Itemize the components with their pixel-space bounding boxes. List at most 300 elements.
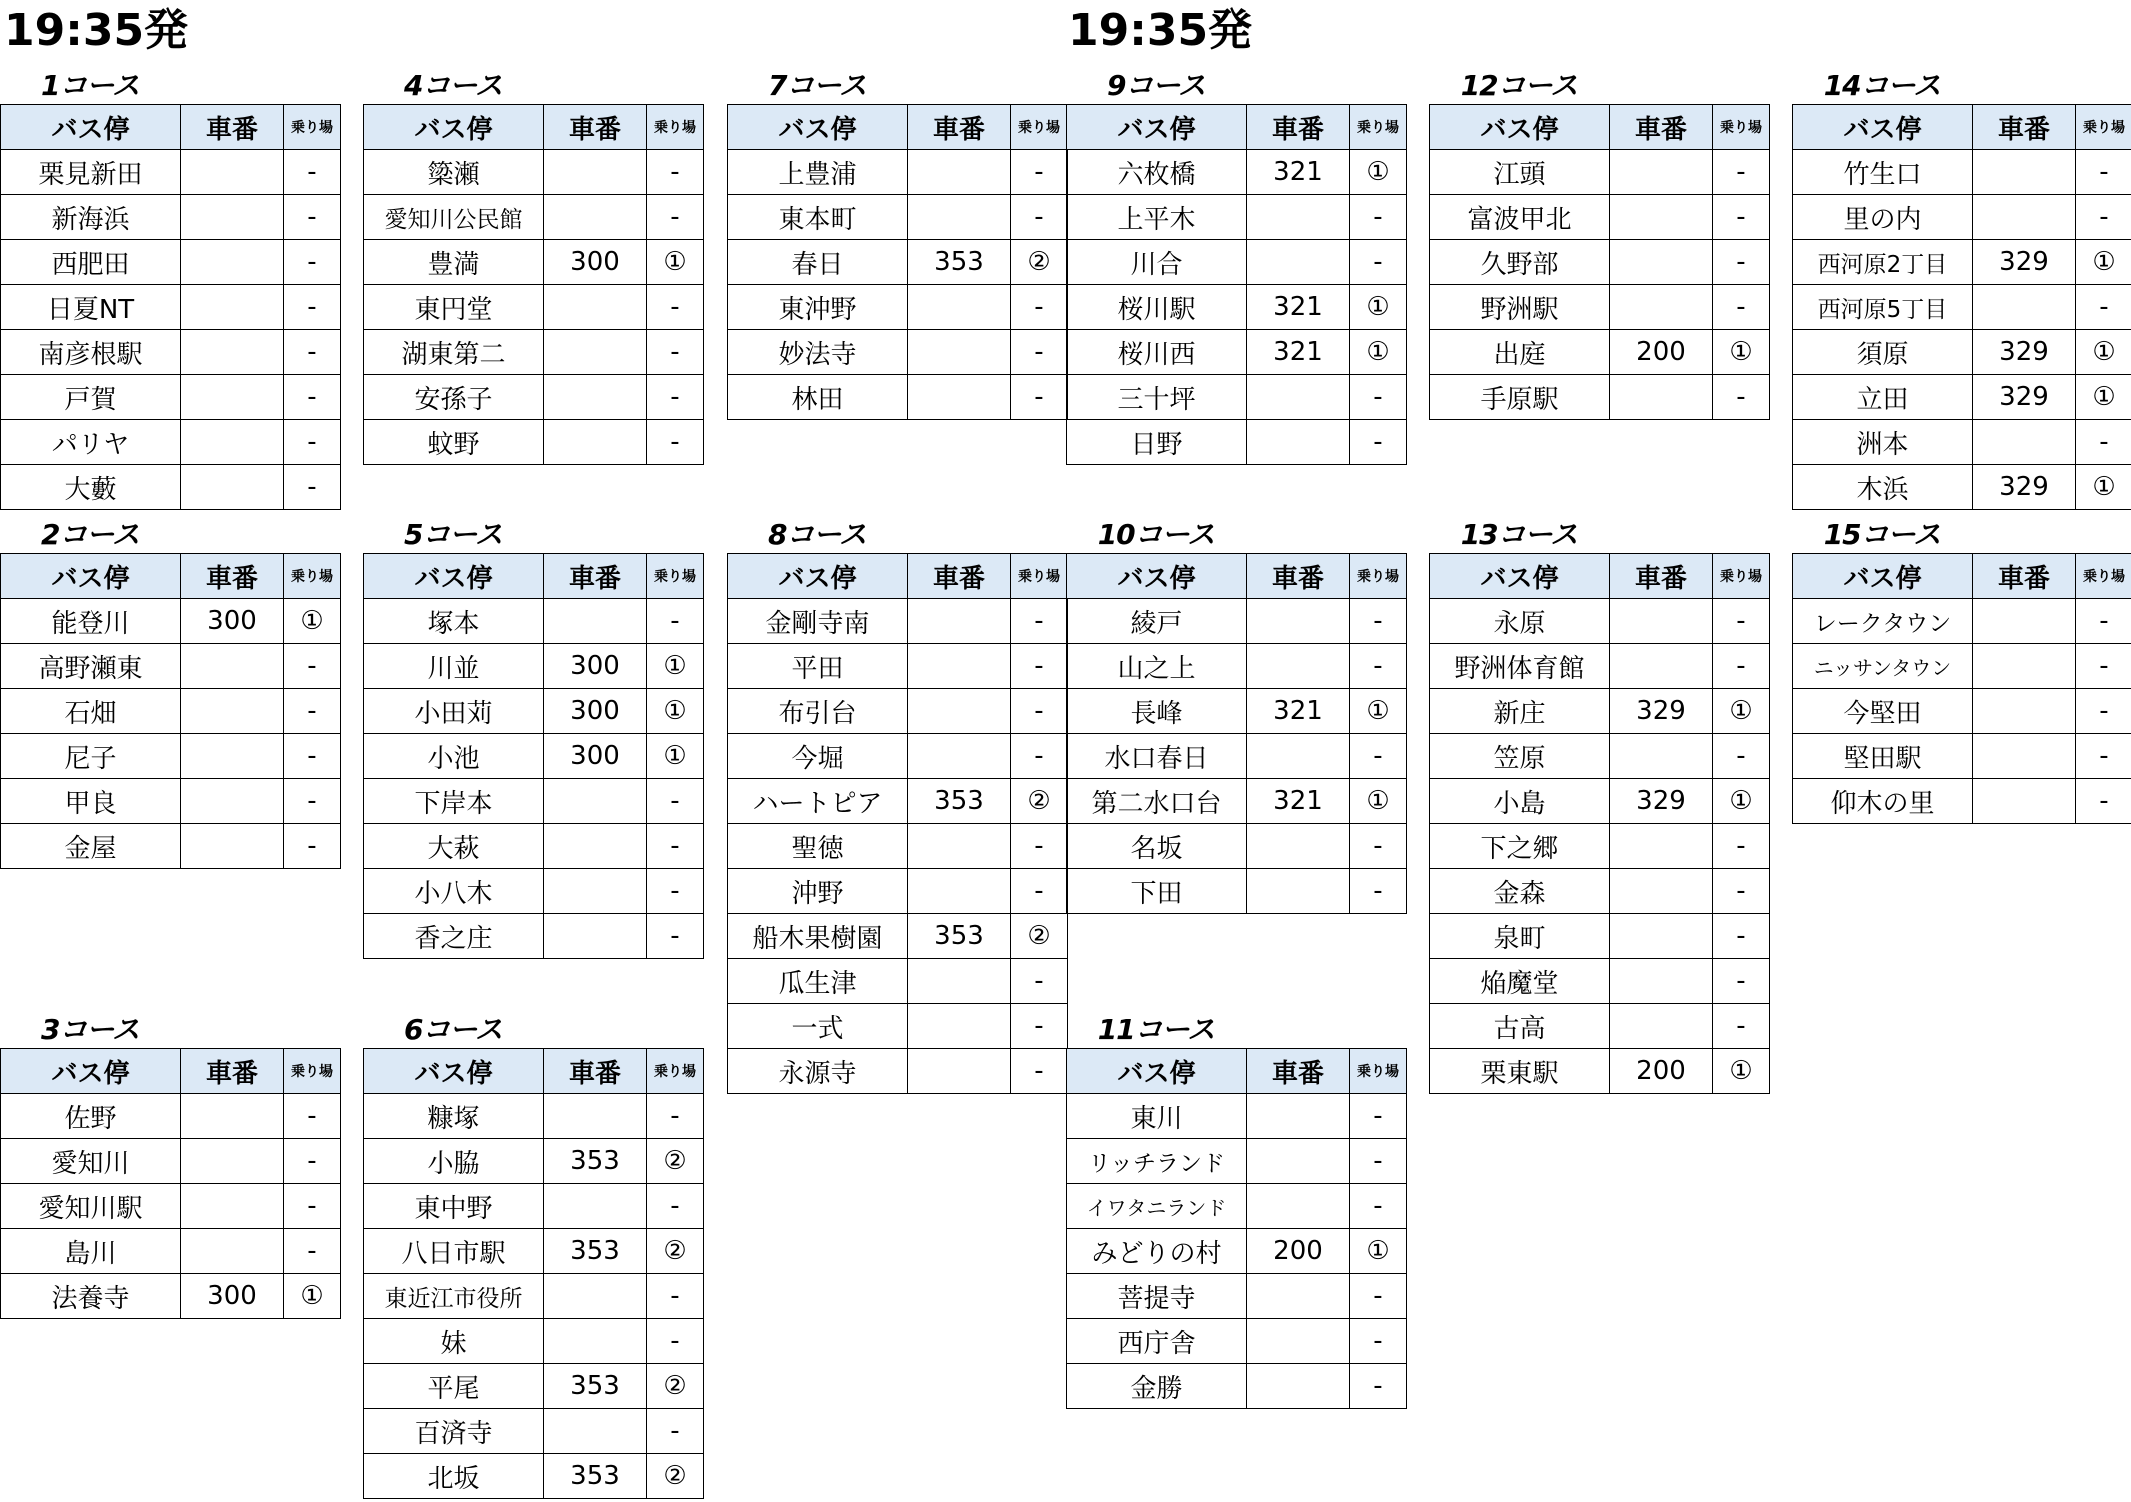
platform-cell: - (1350, 1094, 1407, 1139)
table-row (364, 824, 704, 869)
platform-cell: - (1713, 914, 1770, 959)
table-row (364, 644, 704, 689)
bus-stop-cell: 野洲駅 (1430, 285, 1610, 330)
course-title: 15コース (1823, 518, 1941, 551)
car-number-cell (1610, 1004, 1713, 1049)
platform-cell: - (1011, 1004, 1068, 1049)
car-number-cell (908, 285, 1011, 330)
course-6 (363, 1012, 703, 1499)
table-row (1, 285, 341, 330)
bus-stop-cell: 新庄 (1430, 689, 1610, 734)
bus-stop-cell: 小田苅 (364, 689, 544, 734)
car-number-cell (544, 1184, 647, 1229)
course-table (1792, 104, 2131, 510)
bus-stop-cell: 下之郷 (1430, 824, 1610, 869)
car-number-cell (1247, 599, 1350, 644)
platform-cell: - (647, 914, 704, 959)
bus-stop-cell: 船木果樹園 (728, 914, 908, 959)
car-number-cell (1247, 420, 1350, 465)
car-number-cell (908, 150, 1011, 195)
car-number-cell: 321 (1247, 150, 1350, 195)
platform-cell: - (1350, 599, 1407, 644)
platform-cell: - (284, 465, 341, 510)
bus-stop-cell: 綾戸 (1067, 599, 1247, 644)
platform-cell: - (647, 869, 704, 914)
bus-stop-cell: 豊満 (364, 240, 544, 285)
bus-stop-cell: 愛知川公民館 (364, 195, 544, 240)
bus-stop-cell: 大萩 (364, 824, 544, 869)
header-platform: 乗り場 (1350, 1049, 1407, 1094)
bus-stop-cell: 今堀 (728, 734, 908, 779)
car-number-cell (181, 1094, 284, 1139)
platform-cell: - (1713, 285, 1770, 330)
table-row (1430, 644, 1770, 689)
bus-stop-cell: 永源寺 (728, 1049, 908, 1094)
car-number-cell (1610, 824, 1713, 869)
car-number-cell (908, 195, 1011, 240)
header-stop: バス停 (1, 554, 181, 599)
platform-cell: - (1350, 195, 1407, 240)
bus-stop-cell: 日夏NT (1, 285, 181, 330)
header-row (364, 105, 704, 150)
car-number-cell (908, 959, 1011, 1004)
bus-stop-cell: 東円堂 (364, 285, 544, 330)
car-number-cell: 300 (544, 240, 647, 285)
bus-stop-cell: 高野瀬東 (1, 644, 181, 689)
course-table (363, 1048, 704, 1499)
table-row (728, 240, 1068, 285)
bus-stop-cell: 笠原 (1430, 734, 1610, 779)
car-number-cell (181, 465, 284, 510)
car-number-cell (181, 644, 284, 689)
table-row (1067, 599, 1407, 644)
bus-stop-cell: 北坂 (364, 1454, 544, 1499)
platform-cell: ① (1713, 779, 1770, 824)
bus-stop-cell: 川並 (364, 644, 544, 689)
table-row (1, 330, 341, 375)
platform-cell: - (2076, 195, 2131, 240)
bus-stop-cell: 手原駅 (1430, 375, 1610, 420)
platform-cell: - (284, 1184, 341, 1229)
table-row (1067, 1139, 1407, 1184)
platform-cell: ① (2076, 375, 2131, 420)
car-number-cell (1247, 1184, 1350, 1229)
header-car-number: 車番 (1247, 554, 1350, 599)
table-row (364, 1274, 704, 1319)
bus-stop-cell: 東本町 (728, 195, 908, 240)
table-row (1793, 195, 2131, 240)
bus-stop-cell: 栗東駅 (1430, 1049, 1610, 1094)
table-row (1067, 285, 1407, 330)
bus-stop-cell: 上豊浦 (728, 150, 908, 195)
car-number-cell (908, 734, 1011, 779)
table-row (364, 1139, 704, 1184)
header-row (1067, 554, 1407, 599)
departure-time-left: 19:35発 (4, 5, 189, 56)
bus-stop-cell: 沖野 (728, 869, 908, 914)
table-row (364, 1364, 704, 1409)
course-1 (0, 68, 340, 510)
table-row (364, 1184, 704, 1229)
platform-cell: - (647, 375, 704, 420)
table-row (364, 1409, 704, 1454)
table-row (1793, 599, 2131, 644)
bus-stop-cell: 今堅田 (1793, 689, 1973, 734)
table-row (1067, 330, 1407, 375)
car-number-cell (544, 195, 647, 240)
table-row (364, 1094, 704, 1139)
bus-stop-cell: 春日 (728, 240, 908, 285)
header-stop: バス停 (1430, 105, 1610, 150)
header-stop: バス停 (1067, 1049, 1247, 1094)
car-number-cell (1247, 1139, 1350, 1184)
bus-stop-cell: 妙法寺 (728, 330, 908, 375)
platform-cell: - (1350, 824, 1407, 869)
bus-stop-cell: 西河原5丁目 (1793, 285, 1973, 330)
bus-stop-cell: 島川 (1, 1229, 181, 1274)
platform-cell: - (1350, 1319, 1407, 1364)
bus-stop-cell: ニッサンタウン (1793, 644, 1973, 689)
table-row (728, 285, 1068, 330)
platform-cell: - (284, 375, 341, 420)
table-row (1, 420, 341, 465)
bus-stop-cell: 菩提寺 (1067, 1274, 1247, 1319)
table-row (364, 1454, 704, 1499)
car-number-cell (544, 285, 647, 330)
course-9 (1066, 68, 1406, 465)
platform-cell: - (1011, 959, 1068, 1004)
table-row (1430, 869, 1770, 914)
table-row (1793, 420, 2131, 465)
header-stop: バス停 (728, 554, 908, 599)
header-platform: 乗り場 (1713, 554, 1770, 599)
table-row (1430, 689, 1770, 734)
header-stop: バス停 (1067, 554, 1247, 599)
platform-cell: - (1350, 1364, 1407, 1409)
table-row (728, 330, 1068, 375)
table-row (364, 285, 704, 330)
header-platform: 乗り場 (647, 1049, 704, 1094)
platform-cell: - (647, 195, 704, 240)
bus-stop-cell: 林田 (728, 375, 908, 420)
table-row (1793, 330, 2131, 375)
bus-stop-cell: 里の内 (1793, 195, 1973, 240)
platform-cell: - (1350, 1274, 1407, 1319)
bus-stop-cell: ハートピア (728, 779, 908, 824)
platform-cell: - (1011, 824, 1068, 869)
header-row (1793, 105, 2131, 150)
bus-stop-cell: 八日市駅 (364, 1229, 544, 1274)
car-number-cell (544, 1319, 647, 1364)
header-row (364, 1049, 704, 1094)
car-number-cell (544, 869, 647, 914)
platform-cell: - (647, 1184, 704, 1229)
platform-cell: ① (1713, 689, 1770, 734)
platform-cell: - (647, 1409, 704, 1454)
platform-cell: - (647, 285, 704, 330)
table-row (1793, 150, 2131, 195)
car-number-cell (1610, 644, 1713, 689)
course-title: 2コース (40, 518, 140, 551)
header-stop: バス停 (1067, 105, 1247, 150)
table-row (1, 1229, 341, 1274)
platform-cell: ② (647, 1364, 704, 1409)
header-stop: バス停 (364, 554, 544, 599)
platform-cell: ② (1011, 779, 1068, 824)
header-row (1793, 554, 2131, 599)
platform-cell: ① (1350, 150, 1407, 195)
platform-cell: - (284, 1229, 341, 1274)
table-row (1430, 150, 1770, 195)
course-11 (1066, 1012, 1406, 1409)
platform-cell: ② (1011, 914, 1068, 959)
platform-cell: - (284, 824, 341, 869)
platform-cell: - (1713, 644, 1770, 689)
platform-cell: - (2076, 689, 2131, 734)
platform-cell: - (1713, 150, 1770, 195)
table-row (1430, 240, 1770, 285)
bus-stop-cell: 下田 (1067, 869, 1247, 914)
table-row (1430, 195, 1770, 240)
platform-cell: ① (1713, 1049, 1770, 1094)
bus-stop-cell: 久野部 (1430, 240, 1610, 285)
table-row (1067, 1364, 1407, 1409)
platform-cell: - (1350, 869, 1407, 914)
bus-stop-cell: 糠塚 (364, 1094, 544, 1139)
car-number-cell: 329 (1610, 689, 1713, 734)
platform-cell: - (284, 779, 341, 824)
departure-time-right: 19:35発 (1068, 5, 1253, 56)
platform-cell: - (1713, 599, 1770, 644)
car-number-cell: 329 (1610, 779, 1713, 824)
bus-stop-cell: 長峰 (1067, 689, 1247, 734)
bus-stop-cell: 桜川西 (1067, 330, 1247, 375)
bus-stop-cell: 聖徳 (728, 824, 908, 869)
car-number-cell (908, 330, 1011, 375)
header-platform: 乗り場 (284, 1049, 341, 1094)
platform-cell: - (284, 285, 341, 330)
platform-cell: - (647, 599, 704, 644)
bus-stop-cell: パリヤ (1, 420, 181, 465)
car-number-cell (181, 824, 284, 869)
table-row (1793, 375, 2131, 420)
bus-stop-cell: 洲本 (1793, 420, 1973, 465)
table-row (1, 375, 341, 420)
car-number-cell: 200 (1247, 1229, 1350, 1274)
course-table (1792, 553, 2131, 824)
bus-stop-cell: みどりの村 (1067, 1229, 1247, 1274)
bus-stop-cell: 金森 (1430, 869, 1610, 914)
table-row (1067, 869, 1407, 914)
platform-cell: - (2076, 599, 2131, 644)
table-row (1, 150, 341, 195)
table-row (728, 1049, 1068, 1094)
bus-stop-cell: 第二水口台 (1067, 779, 1247, 824)
course-12 (1429, 68, 1769, 420)
platform-cell: - (647, 1274, 704, 1319)
car-number-cell (181, 1229, 284, 1274)
platform-cell: - (647, 1094, 704, 1139)
car-number-cell (1610, 240, 1713, 285)
platform-cell: ① (1350, 1229, 1407, 1274)
table-row (1067, 150, 1407, 195)
bus-stop-cell: 桜川駅 (1067, 285, 1247, 330)
course-title: 10コース (1097, 518, 1215, 551)
platform-cell: - (1713, 195, 1770, 240)
car-number-cell: 329 (1973, 330, 2076, 375)
car-number-cell (181, 285, 284, 330)
header-stop: バス停 (728, 105, 908, 150)
bus-stop-cell: 永原 (1430, 599, 1610, 644)
course-2 (0, 517, 340, 869)
header-stop: バス停 (1793, 105, 1973, 150)
platform-cell: - (1011, 869, 1068, 914)
bus-stop-cell: 小池 (364, 734, 544, 779)
platform-cell: - (647, 1319, 704, 1364)
platform-cell: - (2076, 150, 2131, 195)
header-car-number: 車番 (1610, 105, 1713, 150)
header-stop: バス停 (1, 105, 181, 150)
car-number-cell (181, 195, 284, 240)
course-title: 7コース (767, 69, 867, 102)
table-row (364, 195, 704, 240)
table-row (1067, 1319, 1407, 1364)
table-row (1067, 689, 1407, 734)
platform-cell: ① (1350, 779, 1407, 824)
course-table (727, 553, 1068, 1094)
course-table (0, 1048, 341, 1319)
car-number-cell: 300 (544, 644, 647, 689)
bus-stop-cell: 野洲体育館 (1430, 644, 1610, 689)
platform-cell: ① (1350, 330, 1407, 375)
table-row (1430, 1004, 1770, 1049)
bus-stop-cell: 水口春日 (1067, 734, 1247, 779)
platform-cell: ① (284, 599, 341, 644)
table-row (728, 644, 1068, 689)
course-15 (1792, 517, 2131, 824)
bus-stop-cell: 大藪 (1, 465, 181, 510)
car-number-cell: 200 (1610, 1049, 1713, 1094)
bus-stop-cell: 上平木 (1067, 195, 1247, 240)
car-number-cell (1247, 734, 1350, 779)
car-number-cell (1973, 734, 2076, 779)
car-number-cell (908, 1004, 1011, 1049)
course-table (363, 553, 704, 959)
car-number-cell (181, 420, 284, 465)
bus-stop-cell: 尼子 (1, 734, 181, 779)
table-row (1, 689, 341, 734)
table-row (728, 689, 1068, 734)
platform-cell: - (1350, 1184, 1407, 1229)
table-row (1430, 779, 1770, 824)
car-number-cell (1610, 959, 1713, 1004)
bus-stop-cell: 六枚橋 (1067, 150, 1247, 195)
header-row (364, 554, 704, 599)
bus-stop-cell: 湖東第二 (364, 330, 544, 375)
bus-stop-cell: 東近江市役所 (364, 1274, 544, 1319)
platform-cell: ① (647, 644, 704, 689)
platform-cell: - (284, 689, 341, 734)
platform-cell: - (1011, 734, 1068, 779)
platform-cell: - (2076, 779, 2131, 824)
header-car-number: 車番 (1610, 554, 1713, 599)
car-number-cell (1610, 375, 1713, 420)
header-car-number: 車番 (1247, 105, 1350, 150)
car-number-cell (181, 150, 284, 195)
car-number-cell (181, 689, 284, 734)
table-row (1, 1274, 341, 1319)
course-table (1066, 553, 1407, 914)
table-row (1793, 285, 2131, 330)
car-number-cell (181, 734, 284, 779)
table-row (1, 1139, 341, 1184)
header-platform: 乗り場 (647, 554, 704, 599)
course-title: 8コース (767, 518, 867, 551)
platform-cell: - (2076, 420, 2131, 465)
header-row (1430, 554, 1770, 599)
table-row (364, 1319, 704, 1364)
table-row (1430, 330, 1770, 375)
header-car-number: 車番 (181, 1049, 284, 1094)
table-row (728, 734, 1068, 779)
car-number-cell (544, 599, 647, 644)
bus-stop-cell: 甲良 (1, 779, 181, 824)
bus-stop-cell: 東沖野 (728, 285, 908, 330)
car-number-cell (1247, 195, 1350, 240)
table-row (1793, 734, 2131, 779)
bus-stop-cell: 下岸本 (364, 779, 544, 824)
car-number-cell (1973, 599, 2076, 644)
course-3 (0, 1012, 340, 1319)
platform-cell: ① (647, 734, 704, 779)
header-platform: 乗り場 (1011, 554, 1068, 599)
table-row (1, 599, 341, 644)
car-number-cell (181, 330, 284, 375)
course-title: 14コース (1823, 69, 1941, 102)
header-platform: 乗り場 (284, 105, 341, 150)
platform-cell: - (647, 150, 704, 195)
table-row (1067, 375, 1407, 420)
table-row (364, 375, 704, 420)
table-row (1067, 240, 1407, 285)
car-number-cell (1973, 420, 2076, 465)
course-title: 13コース (1460, 518, 1578, 551)
bus-stop-cell: 戸賀 (1, 375, 181, 420)
car-number-cell (1973, 150, 2076, 195)
bus-stop-cell: 能登川 (1, 599, 181, 644)
car-number-cell (1610, 195, 1713, 240)
course-title: 4コース (403, 69, 503, 102)
car-number-cell (908, 599, 1011, 644)
bus-stop-cell: 西庁舎 (1067, 1319, 1247, 1364)
platform-cell: - (1713, 375, 1770, 420)
platform-cell: - (1713, 869, 1770, 914)
car-number-cell: 321 (1247, 330, 1350, 375)
header-row (1430, 105, 1770, 150)
car-number-cell (1610, 599, 1713, 644)
table-row (1430, 824, 1770, 869)
course-title: 1コース (40, 69, 140, 102)
platform-cell: - (1713, 824, 1770, 869)
table-row (1067, 1229, 1407, 1274)
header-platform: 乗り場 (647, 105, 704, 150)
course-table (1429, 553, 1770, 1094)
platform-cell: ① (1350, 689, 1407, 734)
car-number-cell (544, 1094, 647, 1139)
course-table (1066, 1048, 1407, 1409)
platform-cell: - (284, 644, 341, 689)
platform-cell: ① (1350, 285, 1407, 330)
